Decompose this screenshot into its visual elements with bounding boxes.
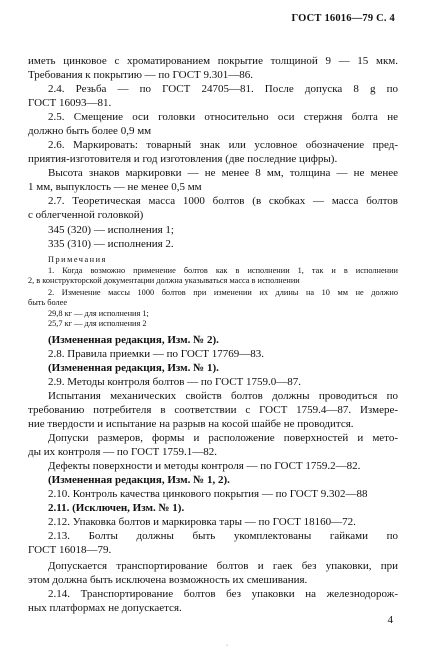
text-line: 2.6. Маркировать: товарный знак или условное обозначение пред- bbox=[48, 139, 398, 151]
note-line: 2, в конструкторской документации должна указываться масса в исполнении bbox=[28, 276, 300, 285]
text-line: Требования к покрытию — по ГОСТ 9.301—86. bbox=[28, 69, 254, 81]
text-line: 2.9. Методы контроля болтов — по ГОСТ 1759.0—87. bbox=[48, 376, 302, 388]
text-line: с облегченной головкой) bbox=[28, 209, 144, 221]
text-line: 2.11. (Исключен, Изм. № 1). bbox=[48, 502, 185, 514]
text-line: приятия-изготовителя и год изготовления (две последние цифры). bbox=[28, 153, 338, 165]
text-line: должно быть более 0,9 мм bbox=[28, 125, 152, 137]
revision-note: (Измененная редакция, Изм. № 2). bbox=[48, 334, 219, 346]
text-line: 335 (310) — исполнения 2. bbox=[48, 238, 174, 250]
page-header: ГОСТ 16016—79 С. 4 bbox=[291, 13, 395, 24]
text-line: ние твердости и испытание на разрыв на косой шайбе не проводится. bbox=[28, 418, 354, 430]
text-line: этом должна быть исключена возможность их смешивания. bbox=[28, 574, 308, 586]
notes-heading: Примечания bbox=[48, 255, 107, 264]
text-line: 2.14. Транспортирование болтов без упаковки на железнодорож- bbox=[48, 588, 398, 600]
note-line: 2. Изменение массы 1000 болтов при изменении их длины на 10 мм не должно bbox=[48, 288, 398, 297]
text-line: 2.8. Правила приемки — по ГОСТ 17769—83. bbox=[48, 348, 264, 360]
note-line: быть более bbox=[28, 298, 68, 307]
text-line: Допуски размеров, формы и расположение поверхностей и мето- bbox=[48, 432, 398, 444]
text-line: 345 (320) — исполнения 1; bbox=[48, 224, 174, 236]
text-line: Допускается транспортирование болтов и гаек без упаковки, при bbox=[48, 560, 398, 572]
text-line: 2.13. Болты должны быть укомплектованы гайками по bbox=[48, 530, 398, 542]
revision-note: (Измененная редакция, Изм. № 1, 2). bbox=[48, 474, 230, 486]
text-line: 2.10. Контроль качества цинкового покрытия — по ГОСТ 9.302—88 bbox=[48, 488, 368, 500]
text-line: ды их контроля — по ГОСТ 1759.1—82. bbox=[28, 446, 217, 458]
text-line: иметь цинковое с хроматированием покрытие толщиной 9 — 15 мкм. bbox=[28, 55, 398, 67]
text-line: 2.5. Смещение оси головки относительно оси стержня болта не bbox=[48, 111, 398, 123]
text-line: 2.4. Резьба — по ГОСТ 24705—81. После допуска 8 g по bbox=[48, 83, 398, 95]
note-line: 25,7 кг — для исполнения 2 bbox=[48, 319, 147, 328]
text-line: 1 мм, выпуклость — не менее 0,5 мм bbox=[28, 181, 202, 193]
text-line: требованию потребителя в соответствии с ГОСТ 1759.4—87. Измере- bbox=[28, 404, 398, 416]
text-line: 2.7. Теоретическая масса 1000 болтов (в скобках — масса болтов bbox=[48, 195, 398, 207]
text-line: ГОСТ 16093—81. bbox=[28, 97, 112, 109]
text-line: ных платформах не допускается. bbox=[28, 602, 182, 614]
text-line: Испытания механических свойств болтов должны проводиться по bbox=[48, 390, 398, 402]
page-number: 4 bbox=[387, 614, 393, 626]
text-line: Дефекты поверхности и методы контроля — по ГОСТ 1759.2—82. bbox=[48, 460, 361, 472]
text-line: 2.12. Упаковка болтов и маркировка тары — по ГОСТ 18160—72. bbox=[48, 516, 356, 528]
revision-note: (Измененная редакция, Изм. № 1). bbox=[48, 362, 219, 374]
text-line: ГОСТ 16018—79. bbox=[28, 544, 112, 556]
text-line: Высота знаков маркировки — не менее 8 мм, толщина — не менее bbox=[48, 167, 398, 179]
note-line: 1. Когда возможно применение болтов как в исполнении 1, так и в исполнении bbox=[48, 266, 398, 275]
note-line: 29,8 кг — для исполнения 1; bbox=[48, 309, 149, 318]
scan-speck: · bbox=[226, 643, 228, 649]
